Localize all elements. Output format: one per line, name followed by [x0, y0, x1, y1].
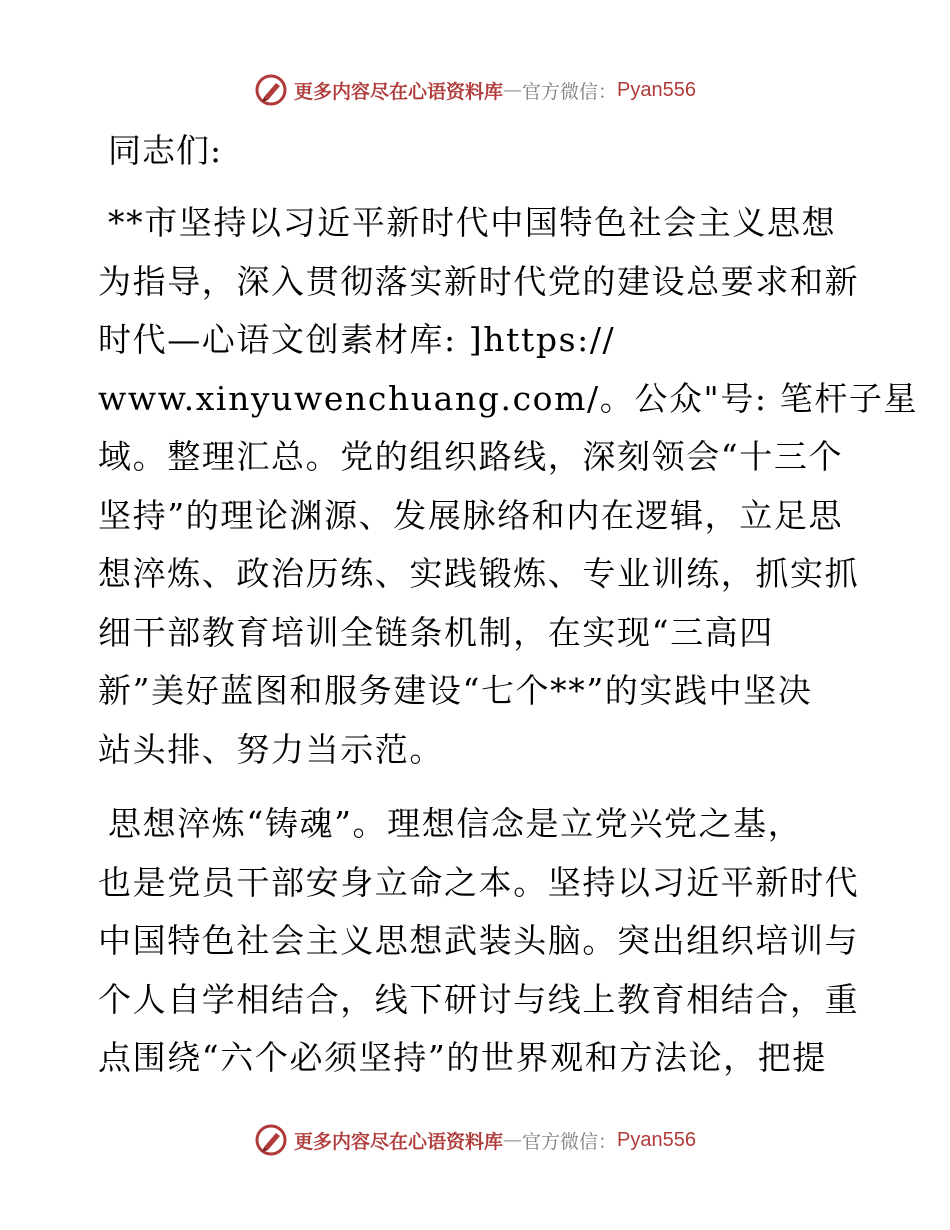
text-line: 想淬炼、政治历练、实践锻炼、专业训练，抓实抓 [98, 554, 860, 593]
banner-wechat-id: Pyan556 [617, 78, 696, 101]
text-line: 站头排、努力当示范。 [98, 729, 444, 769]
text-line: 中国特色社会主义思想武装头脑。突出组织培训与 [98, 921, 860, 960]
banner-separator: — [503, 79, 523, 101]
footer-banner [0, 1120, 950, 1160]
text-line: 时代—心语文创素材库: ]https:// [98, 320, 616, 359]
text-line: 为指导，深入贯彻落实新时代党的建设总要求和新 [98, 261, 860, 301]
text-line: 新”美好蓝图和服务建设“七个**”的实践中坚决 [98, 671, 813, 710]
text-line: www.xinyuwenchuang.com/。公众"号: 笔杆子星 [98, 378, 919, 418]
banner-main-text: 更多内容尽在心语资料库 [294, 80, 504, 103]
pen-logo-icon [254, 1123, 288, 1157]
text-line: 细干部教育培训全链条机制，在实现“三高四 [98, 612, 774, 652]
text-line: 域。整理汇总。党的组织路线，深刻领会“十三个 [98, 437, 844, 476]
pen-logo-icon [254, 73, 288, 107]
salutation: 同志们: [108, 131, 223, 170]
document-body [98, 122, 919, 1104]
text-line: 个人自学相结合，线下研讨与线上教育相结合，重 [98, 979, 860, 1019]
paragraph-1 [98, 194, 919, 779]
banner-official-text: 官方微信： [522, 1130, 618, 1153]
text-line: 也是党员干部安身立命之本。坚持以习近平新时代 [98, 862, 860, 902]
banner-separator: — [503, 1129, 523, 1151]
text-line: 思想淬炼“铸魂”。理想信念是立党兴党之基， [108, 804, 803, 843]
text-line: **市坚持以习近平新时代中国特色社会主义思想 [108, 203, 837, 242]
banner-wechat-id: Pyan556 [617, 1128, 696, 1151]
header-banner [0, 70, 950, 110]
text-line: 坚持”的理论渊源、发展脉络和内在逻辑，立足思 [98, 495, 844, 535]
banner-main-text: 更多内容尽在心语资料库 [294, 1130, 504, 1153]
paragraph-2 [98, 795, 860, 1088]
banner-official-text: 官方微信： [522, 80, 618, 103]
text-line: 点围绕“六个必须坚持”的世界观和方法论，把提 [98, 1038, 827, 1077]
